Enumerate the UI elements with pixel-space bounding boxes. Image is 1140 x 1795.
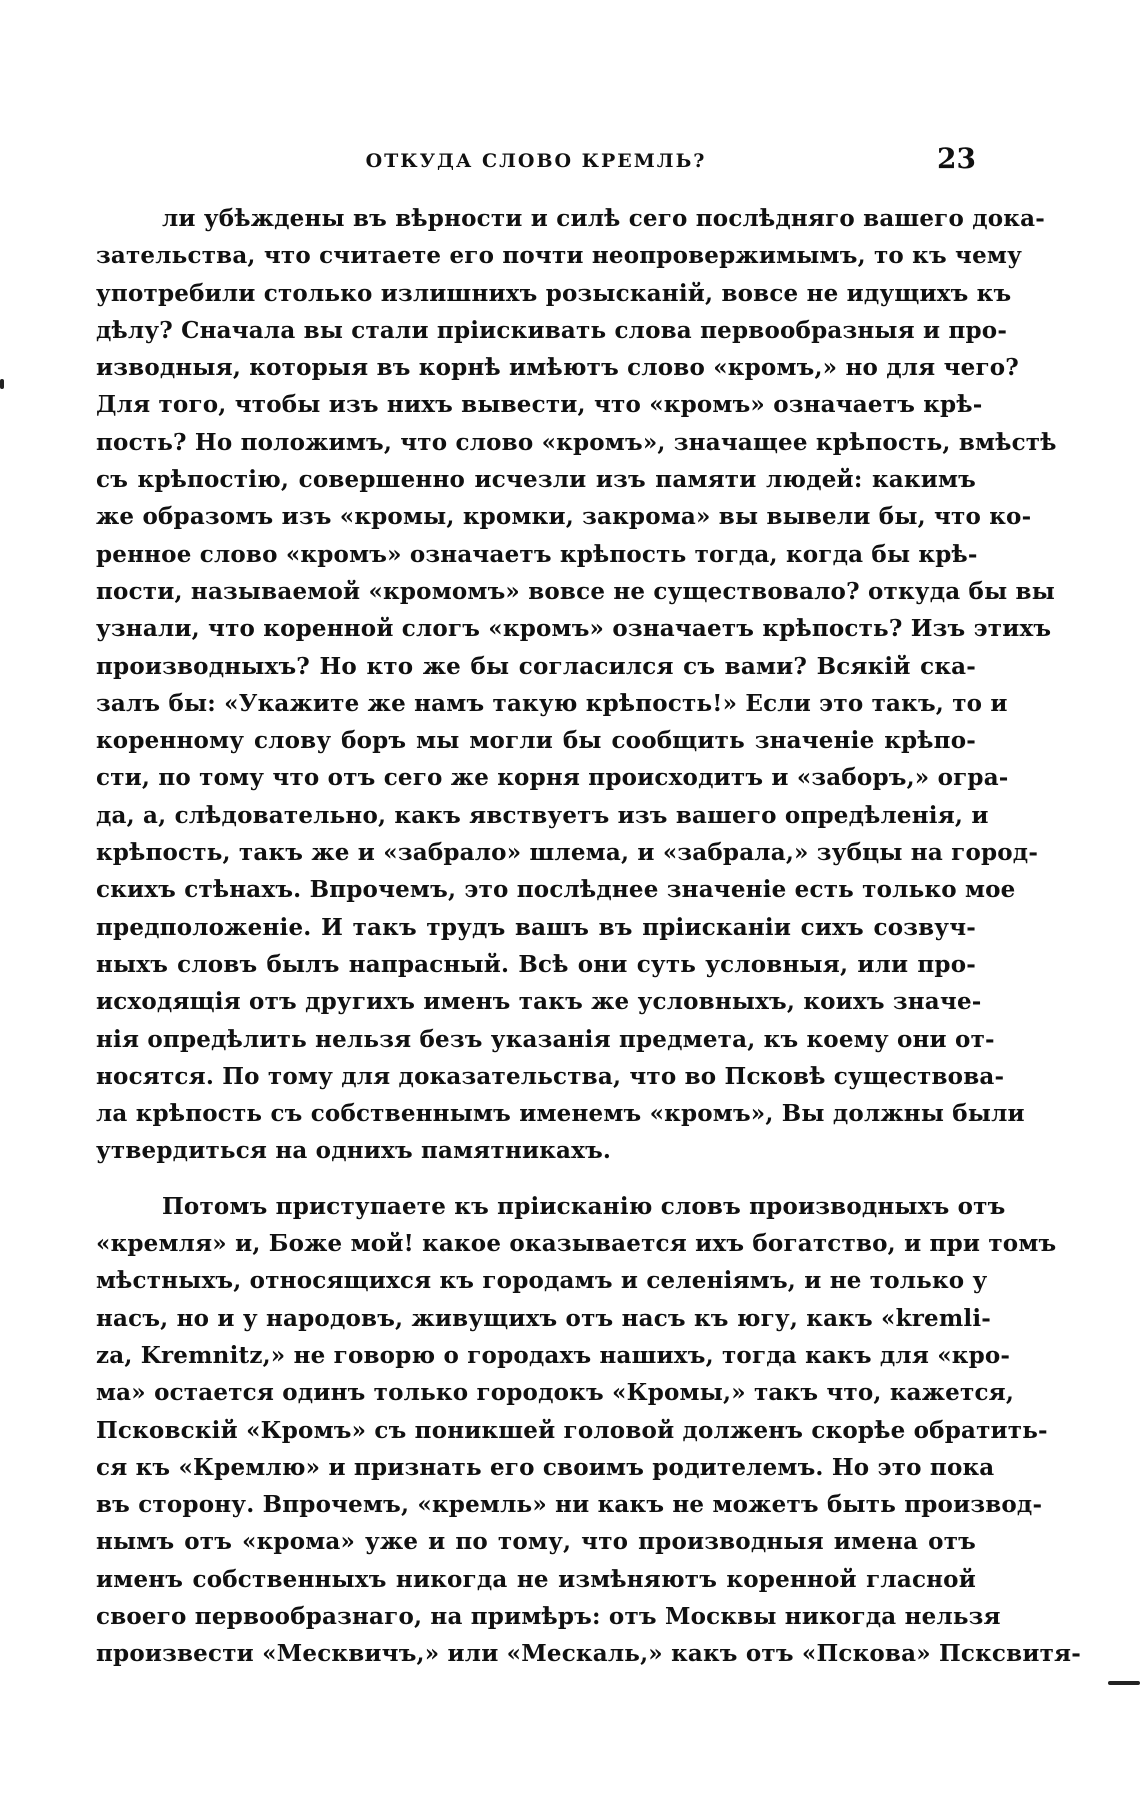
text-line: ма» остается одинъ только городокъ «Кромы,» такъ что, кажется, [96,1379,1015,1407]
text-line: пость? Но положимъ, что слово «кромъ», значащее крѣпость, вмѣстѣ [96,428,1057,456]
text-line: зательства, что считаете его почти неопровержимымъ, то къ чему [96,242,1023,270]
page-number: 23 [937,142,976,175]
text-line: изводныя, которыя въ корнѣ имѣютъ слово «кромъ,» но для чего? [96,354,1019,382]
text-line: съ крѣпостію, совершенно исчезли изъ памяти людей: какимъ [96,466,976,494]
text-line: утвердиться на однихъ памятникахъ. [96,1137,612,1165]
text-line: ныхъ словъ былъ напрасный. Всѣ они суть условныя, или про- [96,950,976,978]
text-line: дѣлу? Сначала вы стали пріискивать слова первообразныя и про- [96,316,1008,344]
scan-margin-mark [0,379,4,389]
text-line: нымъ отъ «крома» уже и по тому, что производныя имена отъ [96,1528,976,1556]
text-line: въ сторону. Впрочемъ, «кремль» ни какъ не можетъ быть производ- [96,1491,1043,1519]
text-line: za, Kremnitz,» не говорю о городахъ нашихъ, тогда какъ для «кро- [96,1341,1011,1369]
text-line: своего первообразнаго, на примѣръ: отъ Москвы никогда нельзя [96,1602,1001,1630]
text-line: ла крѣпость съ собственнымъ именемъ «кромъ», Вы должны были [96,1100,1025,1128]
text-line: сти, по тому что отъ сего же корня происходитъ и «заборъ,» огра- [96,764,1009,792]
text-line: произвести «Месквичъ,» или «Мескаль,» какъ отъ «Пскова» Псксвитя- [96,1640,1081,1668]
text-line: залъ бы: «Укажите же намъ такую крѣпость!» Если это такъ, то и [96,689,1008,717]
text-line: «кремля» и, Боже мой! какое оказывается ихъ богатство, и при томъ [96,1230,1057,1258]
text-line: нія опредѣлить нельзя безъ указанія предмета, къ коему они от- [96,1025,995,1053]
text-line: мѣстныхъ, относящихся къ городамъ и селеніямъ, и не только у [96,1267,988,1295]
text-line: носятся. По тому для доказательства, что во Псковѣ существова- [96,1062,1005,1090]
text-line: скихъ стѣнахъ. Впрочемъ, это послѣднее значеніе есть только мое [96,876,1016,904]
text-line: ренное слово «кромъ» означаетъ крѣпость тогда, когда бы крѣ- [96,540,978,568]
text-line: пости, называемой «кромомъ» вовсе не существовало? откуда бы вы [96,577,1055,605]
paragraph-2 [96,1188,1081,1673]
text-line: же образомъ изъ «кромы, кромки, закрома» вы вывели бы, что ко- [96,503,1032,531]
text-line: узнали, что коренной слогъ «кромъ» означаетъ крѣпость? Изъ этихъ [96,615,1052,643]
body-text [96,200,1081,1673]
text-line: насъ, но и у народовъ, живущихъ отъ насъ къ югу, какъ «kremli- [96,1304,992,1332]
paragraph-gap [96,1170,976,1188]
text-line: ли убѣждены въ вѣрности и силѣ сего послѣдняго вашего дока- [162,205,1045,232]
running-head [96,142,976,176]
scan-margin-mark [1108,1681,1140,1685]
text-line: употребили столько излишнихъ розысканій, вовсе не идущихъ къ [96,279,1012,307]
text-line: исходящія отъ другихъ именъ такъ же условныхъ, коихъ значе- [96,988,982,1016]
running-title: ОТКУДА СЛОВО КРЕМЛЬ? [365,150,707,172]
text-line: производныхъ? Но кто же бы согласился съ вами? Всякій ска- [96,652,976,680]
text-line: коренному слову боръ мы могли бы сообщить значеніе крѣпо- [96,727,976,755]
text-line: Потомъ приступаете къ пріисканію словъ производныхъ отъ [162,1192,1006,1220]
text-line: крѣпость, такъ же и «забрало» шлема, и «забрала,» зубцы на город- [96,839,1039,867]
text-line: предположеніе. И такъ трудъ вашъ въ пріисканіи сихъ созвуч- [96,913,976,941]
text-line: Для того, чтобы изъ нихъ вывести, что «кромъ» означаетъ крѣ- [96,391,983,419]
text-line: именъ собственныхъ никогда не измѣняютъ коренной гласной [96,1565,976,1593]
text-line: ся къ «Кремлю» и признать его своимъ родителемъ. Но это пока [96,1453,995,1481]
text-line: Псковскій «Кромъ» съ поникшей головой долженъ скорѣе обратить- [96,1416,1048,1444]
text-line: да, а, слѣдовательно, какъ явствуетъ изъ вашего опредѣленія, и [96,801,989,829]
paragraph-1 [96,200,1057,1170]
